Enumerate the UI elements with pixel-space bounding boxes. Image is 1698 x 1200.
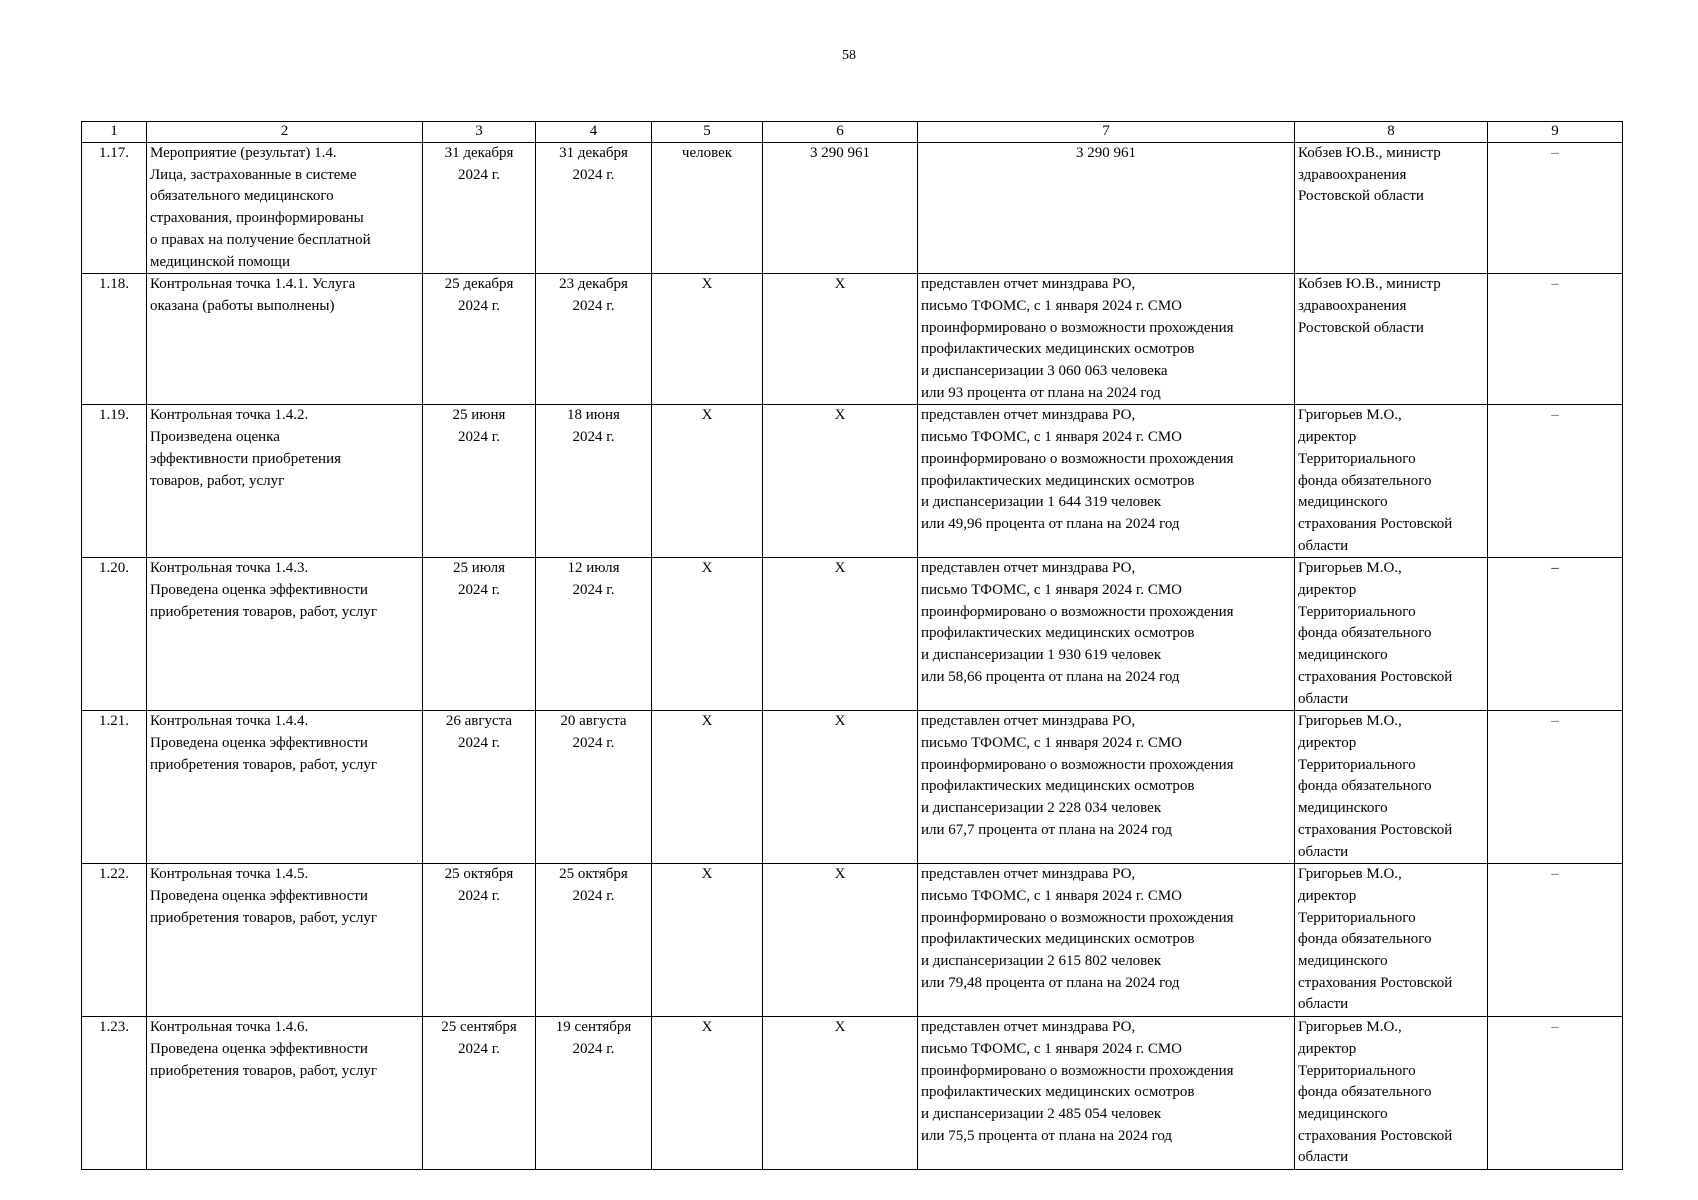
- row-value-plan: X: [763, 864, 918, 1017]
- row-date-plan: 25 июня 2024 г.: [423, 405, 536, 558]
- row-number: 1.23.: [82, 1017, 147, 1170]
- row-number: 1.19.: [82, 405, 147, 558]
- table-row: [82, 711, 1623, 864]
- row-date-fact: 25 октября 2024 г.: [536, 864, 652, 1017]
- row-unit: X: [652, 405, 763, 558]
- row-number: 1.22.: [82, 864, 147, 1017]
- column-header-9: 9: [1488, 122, 1623, 143]
- row-responsible: Григорьев М.О., директор Территориального фонда обязательного медицинского страхования Ростовской области: [1295, 864, 1488, 1017]
- row-date-fact: 19 сентября 2024 г.: [536, 1017, 652, 1170]
- row-name: Контрольная точка 1.4.4. Проведена оценка эффективности приобретения товаров, работ, услуг: [147, 711, 423, 864]
- row-value-plan: X: [763, 558, 918, 711]
- row-responsible: Григорьев М.О., директор Территориального фонда обязательного медицинского страхования Ростовской области: [1295, 405, 1488, 558]
- row-note: –: [1488, 274, 1623, 405]
- row-value-fact: представлен отчет минздрава РО, письмо ТФОМС, с 1 января 2024 г. СМО проинформировано о возможности прохождения профилактических медицинских осмотров и диспансеризации 3 060 063 человека или 93 процента от плана на 2024 год: [918, 274, 1295, 405]
- table-row: [82, 558, 1623, 711]
- row-value-fact: представлен отчет минздрава РО, письмо ТФОМС, с 1 января 2024 г. СМО проинформировано о возможности прохождения профилактических медицинских осмотров и диспансеризации 2 228 034 человек или 67,7 процента от плана на 2024 год: [918, 711, 1295, 864]
- row-unit: X: [652, 1017, 763, 1170]
- row-responsible: Кобзев Ю.В., министр здравоохранения Ростовской области: [1295, 274, 1488, 405]
- row-unit: человек: [652, 143, 763, 274]
- row-value-plan: X: [763, 405, 918, 558]
- row-name: Контрольная точка 1.4.2. Произведена оценка эффективности приобретения товаров, работ, услуг: [147, 405, 423, 558]
- row-date-fact: 20 августа 2024 г.: [536, 711, 652, 864]
- row-number: 1.20.: [82, 558, 147, 711]
- row-name: Контрольная точка 1.4.1. Услуга оказана (работы выполнены): [147, 274, 423, 405]
- row-unit: X: [652, 864, 763, 1017]
- row-responsible: Григорьев М.О., директор Территориального фонда обязательного медицинского страхования Ростовской области: [1295, 558, 1488, 711]
- row-note: –: [1488, 711, 1623, 864]
- row-number: 1.18.: [82, 274, 147, 405]
- row-number: 1.21.: [82, 711, 147, 864]
- row-value-fact: представлен отчет минздрава РО, письмо ТФОМС, с 1 января 2024 г. СМО проинформировано о возможности прохождения профилактических медицинских осмотров и диспансеризации 1 930 619 человек или 58,66 процента от плана на 2024 год: [918, 558, 1295, 711]
- row-note: –: [1488, 1017, 1623, 1170]
- row-note: –: [1488, 558, 1623, 711]
- row-value-fact: представлен отчет минздрава РО, письмо ТФОМС, с 1 января 2024 г. СМО проинформировано о возможности прохождения профилактических медицинских осмотров и диспансеризации 1 644 319 человек или 49,96 процента от плана на 2024 год: [918, 405, 1295, 558]
- table-row: [82, 274, 1623, 405]
- row-name: Контрольная точка 1.4.6. Проведена оценка эффективности приобретения товаров, работ, услуг: [147, 1017, 423, 1170]
- row-date-plan: 25 декабря 2024 г.: [423, 274, 536, 405]
- row-value-plan: X: [763, 711, 918, 864]
- row-unit: X: [652, 711, 763, 864]
- row-date-plan: 25 октября 2024 г.: [423, 864, 536, 1017]
- column-header-2: 2: [147, 122, 423, 143]
- table-row: [82, 864, 1623, 1017]
- row-value-fact: представлен отчет минздрава РО, письмо ТФОМС, с 1 января 2024 г. СМО проинформировано о возможности прохождения профилактических медицинских осмотров и диспансеризации 2 485 054 человек или 75,5 процента от плана на 2024 год: [918, 1017, 1295, 1170]
- row-note: –: [1488, 405, 1623, 558]
- column-header-1: 1: [82, 122, 147, 143]
- column-header-8: 8: [1295, 122, 1488, 143]
- row-date-plan: 25 июля 2024 г.: [423, 558, 536, 711]
- row-value-plan: X: [763, 1017, 918, 1170]
- table-row: [82, 1017, 1623, 1170]
- row-date-plan: 25 сентября 2024 г.: [423, 1017, 536, 1170]
- row-responsible: Григорьев М.О., директор Территориального фонда обязательного медицинского страхования Ростовской области: [1295, 1017, 1488, 1170]
- row-name: Контрольная точка 1.4.3. Проведена оценка эффективности приобретения товаров, работ, услуг: [147, 558, 423, 711]
- column-header-6: 6: [763, 122, 918, 143]
- row-value-plan: 3 290 961: [763, 143, 918, 274]
- row-unit: X: [652, 274, 763, 405]
- row-unit: X: [652, 558, 763, 711]
- row-value-fact: представлен отчет минздрава РО, письмо ТФОМС, с 1 января 2024 г. СМО проинформировано о возможности прохождения профилактических медицинских осмотров и диспансеризации 2 615 802 человек или 79,48 процента от плана на 2024 год: [918, 864, 1295, 1017]
- row-name: Мероприятие (результат) 1.4. Лица, застрахованные в системе обязательного медицинского страхования, проинформированы о правах на получение бесплатной медицинской помощи: [147, 143, 423, 274]
- row-date-plan: 31 декабря 2024 г.: [423, 143, 536, 274]
- row-note: –: [1488, 143, 1623, 274]
- column-header-7: 7: [918, 122, 1295, 143]
- page-number: 58: [842, 48, 856, 63]
- row-date-plan: 26 августа 2024 г.: [423, 711, 536, 864]
- column-header-4: 4: [536, 122, 652, 143]
- row-date-fact: 18 июня 2024 г.: [536, 405, 652, 558]
- report-table: [81, 121, 1623, 1170]
- row-note: –: [1488, 864, 1623, 1017]
- row-date-fact: 31 декабря 2024 г.: [536, 143, 652, 274]
- table-row: [82, 405, 1623, 558]
- column-header-3: 3: [423, 122, 536, 143]
- header-row: [82, 122, 1623, 143]
- row-date-fact: 23 декабря 2024 г.: [536, 274, 652, 405]
- row-responsible: Григорьев М.О., директор Территориального фонда обязательного медицинского страхования Ростовской области: [1295, 711, 1488, 864]
- row-name: Контрольная точка 1.4.5. Проведена оценка эффективности приобретения товаров, работ, услуг: [147, 864, 423, 1017]
- column-header-5: 5: [652, 122, 763, 143]
- table-row: [82, 143, 1623, 274]
- row-date-fact: 12 июля 2024 г.: [536, 558, 652, 711]
- row-number: 1.17.: [82, 143, 147, 274]
- row-value-fact: 3 290 961: [918, 143, 1295, 274]
- row-responsible: Кобзев Ю.В., министр здравоохранения Ростовской области: [1295, 143, 1488, 274]
- row-value-plan: X: [763, 274, 918, 405]
